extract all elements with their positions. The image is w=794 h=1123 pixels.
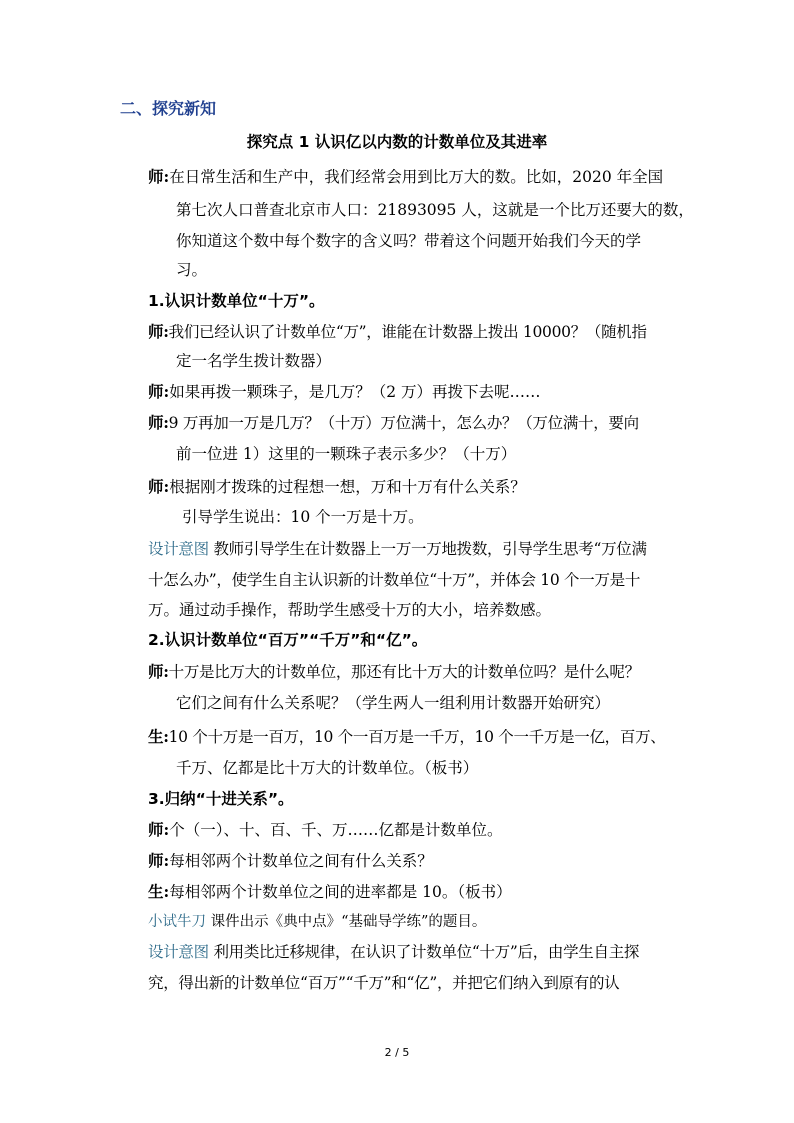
subsection-heading: 3.归纳“十进关系”。 xyxy=(148,790,294,808)
page-number: 2 / 5 xyxy=(384,1046,410,1059)
speaker-label: 师: xyxy=(148,662,169,681)
design-intent-label: 设计意图 xyxy=(148,540,209,558)
text-line: 第七次人口普查北京市人口：21893095 人，这就是一个比万还要大的数， xyxy=(176,201,694,219)
text-line: 万。通过动手操作，帮助学生感受十万的大小，培养数感。 xyxy=(148,601,552,619)
text-line: 你知道这个数中每个数字的含义吗？带着这个问题开始我们今天的学 xyxy=(176,232,642,250)
text-line: 师:个（一）、十、百、千、万……亿都是计数单位。 xyxy=(148,820,503,839)
practice-note-line: 小试牛刀 课件出示《典中点》“基础导学练”的题目。 xyxy=(148,914,487,930)
design-note-line: 设计意图 利用类比迁移规律，在认识了计数单位“十万”后，由学生自主探 xyxy=(148,943,640,961)
text-line: 引导学生说出：10 个一万是十万。 xyxy=(182,508,424,526)
speaker-label: 师: xyxy=(148,413,169,432)
subsection-heading: 1.认识计数单位“十万”。 xyxy=(148,292,325,310)
topic-title: 探究点 1 认识亿以内数的计数单位及其进率 xyxy=(246,133,548,151)
subsection-heading: 2.认识计数单位“百万”“千万”和“亿”。 xyxy=(148,631,428,649)
speaker-label: 师: xyxy=(148,322,169,341)
text-line: 它们之间有什么关系呢？（学生两人一组利用计数器开始研究） xyxy=(176,694,611,712)
section-heading: 二、探究新知 xyxy=(120,99,217,118)
speaker-label: 生: xyxy=(148,882,170,901)
design-note-line: 设计意图 教师引导学生在计数器上一万一万地拨数，引导学生思考“万位满 xyxy=(148,540,647,558)
text-line: 生:每相邻两个计数单位之间的进率都是 10。（板书） xyxy=(148,882,512,901)
speaker-label: 生: xyxy=(148,727,169,746)
text-line: 师:如果再拨一颗珠子，是几万？（2 万）再拨下去呢…… xyxy=(148,382,541,401)
design-intent-label: 设计意图 xyxy=(148,943,209,961)
text-line: 前一位进 1）这里的一颗珠子表示多少？（十万） xyxy=(176,445,517,463)
text-line: 师:我们已经认识了计数单位“万”，谁能在计数器上拨出 10000？（随机指 xyxy=(148,322,647,341)
text-line: 定一名学生拨计数器） xyxy=(176,352,332,370)
text-line: 千万、亿都是比十万大的计数单位。（板书） xyxy=(176,759,479,777)
speaker-label: 师: xyxy=(148,820,170,839)
practice-label: 小试牛刀 xyxy=(148,914,206,930)
speaker-label: 师: xyxy=(148,477,170,496)
text-line: 究，得出新的计数单位“百万”“千万”和“亿”，并把它们纳入到原有的认 xyxy=(148,974,620,992)
text-line: 师:每相邻两个计数单位之间有什么关系？ xyxy=(148,851,433,870)
text-line: 师:十万是比万大的计数单位，那还有比十万大的计数单位吗？是什么呢？ xyxy=(148,662,640,681)
speaker-label: 师: xyxy=(148,382,170,401)
text-line: 生:10 个十万是一百万，10 个一百万是一千万，10 个一千万是一亿，百万、 xyxy=(148,727,666,746)
text-line: 习。 xyxy=(176,261,208,279)
text-line: 师:根据刚才拨珠的过程想一想，万和十万有什么关系？ xyxy=(148,477,526,496)
speaker-label: 师: xyxy=(148,851,170,870)
text-line: 师:在日常生活和生产中，我们经常会用到比万大的数。比如，2020 年全国 xyxy=(148,167,664,186)
text-line: 十怎么办”，使学生自主认识新的计数单位“十万”，并体会 10 个一万是十 xyxy=(148,571,641,589)
text-line: 师:9 万再加一万是几万？（十万）万位满十，怎么办？（万位满十，要向 xyxy=(148,413,639,432)
speaker-label: 师: xyxy=(148,167,170,186)
